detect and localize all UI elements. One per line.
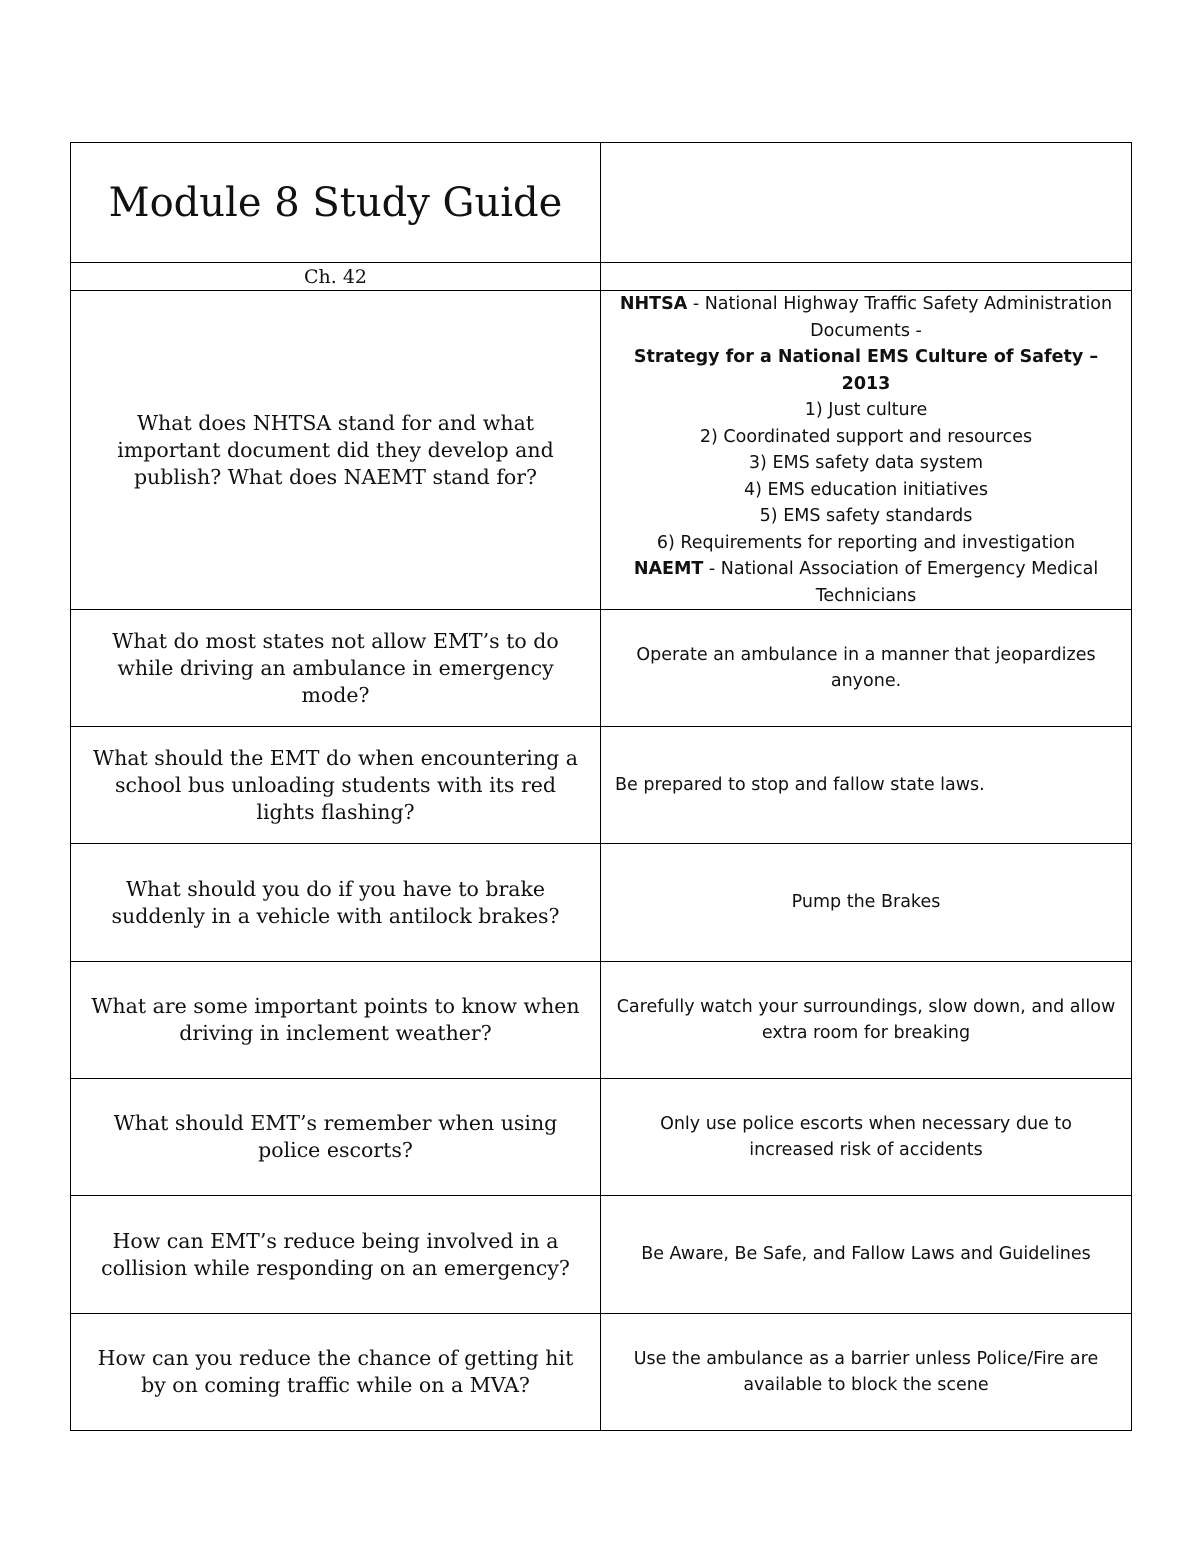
table-row xyxy=(71,962,1132,1079)
answer-cell xyxy=(601,291,1132,610)
table-row xyxy=(71,844,1132,962)
question-cell: What should you do if you have to brake suddenly in a vehicle with antilock brakes? xyxy=(71,844,601,962)
naemt-definition xyxy=(615,556,1117,609)
list-item: 2) Coordinated support and resources xyxy=(699,426,1033,447)
table-row xyxy=(71,610,1132,727)
list-item: 3) EMS safety data system xyxy=(748,453,984,473)
answer-cell: Be Aware, Be Safe, and Fallow Laws and Guidelines xyxy=(601,1196,1132,1314)
answer-cell: Use the ambulance as a barrier unless Police/Fire are available to block the scene xyxy=(601,1314,1132,1431)
question-cell: What are some important points to know when driving in inclement weather? xyxy=(71,962,601,1079)
table-row xyxy=(71,1196,1132,1314)
list-item: 1) Just culture xyxy=(804,400,928,420)
strategy-title: Strategy for a National EMS Culture of Safety – 2013 xyxy=(633,347,1099,394)
question-cell: How can EMT’s reduce being involved in a collision while responding on an emergency? xyxy=(71,1196,601,1314)
question-cell: What do most states not allow EMT’s to do while driving an ambulance in emergency mode? xyxy=(71,610,601,727)
documents-label: Documents - xyxy=(810,320,922,341)
answer-cell: Operate an ambulance in a manner that jeopardizes anyone. xyxy=(601,610,1132,727)
nhtsa-definition xyxy=(615,291,1117,318)
list-item: 4) EMS education initiatives xyxy=(744,479,988,500)
list-item: 5) EMS safety standards xyxy=(759,506,973,526)
empty-cell xyxy=(601,263,1132,291)
chapter-row xyxy=(71,263,1132,291)
answer-cell: Pump the Brakes xyxy=(601,844,1132,962)
naemt-abbr: NAEMT xyxy=(633,559,704,579)
answer-cell: Carefully watch your surroundings, slow down, and allow extra room for breaking xyxy=(601,962,1132,1079)
page-title: Module 8 Study Guide xyxy=(71,143,601,263)
list-item: 6) Requirements for reporting and investigation xyxy=(656,532,1076,553)
table-row xyxy=(71,727,1132,844)
question-cell: How can you reduce the chance of getting hit by on coming traffic while on a MVA? xyxy=(71,1314,601,1431)
question-cell: What should the EMT do when encountering a school bus unloading students with its red lights flashing? xyxy=(71,727,601,844)
table-row xyxy=(71,291,1132,610)
table-row xyxy=(71,1314,1132,1431)
nhtsa-expansion: - National Highway Traffic Safety Administration xyxy=(687,294,1113,314)
study-guide-table xyxy=(70,142,1132,1431)
answer-cell: Be prepared to stop and fallow state laws. xyxy=(601,727,1132,844)
question-cell: What does NHTSA stand for and what important document did they develop and publish? What does NAEMT stand for? xyxy=(71,291,601,610)
empty-cell xyxy=(601,143,1132,263)
chapter-label: Ch. 42 xyxy=(71,263,601,291)
answer-cell: Only use police escorts when necessary due to increased risk of accidents xyxy=(601,1079,1132,1196)
nhtsa-abbr: NHTSA xyxy=(619,294,688,314)
title-row xyxy=(71,143,1132,263)
question-cell: What should EMT’s remember when using police escorts? xyxy=(71,1079,601,1196)
table-row xyxy=(71,1079,1132,1196)
naemt-expansion: - National Association of Emergency Medical Technicians xyxy=(703,559,1099,606)
